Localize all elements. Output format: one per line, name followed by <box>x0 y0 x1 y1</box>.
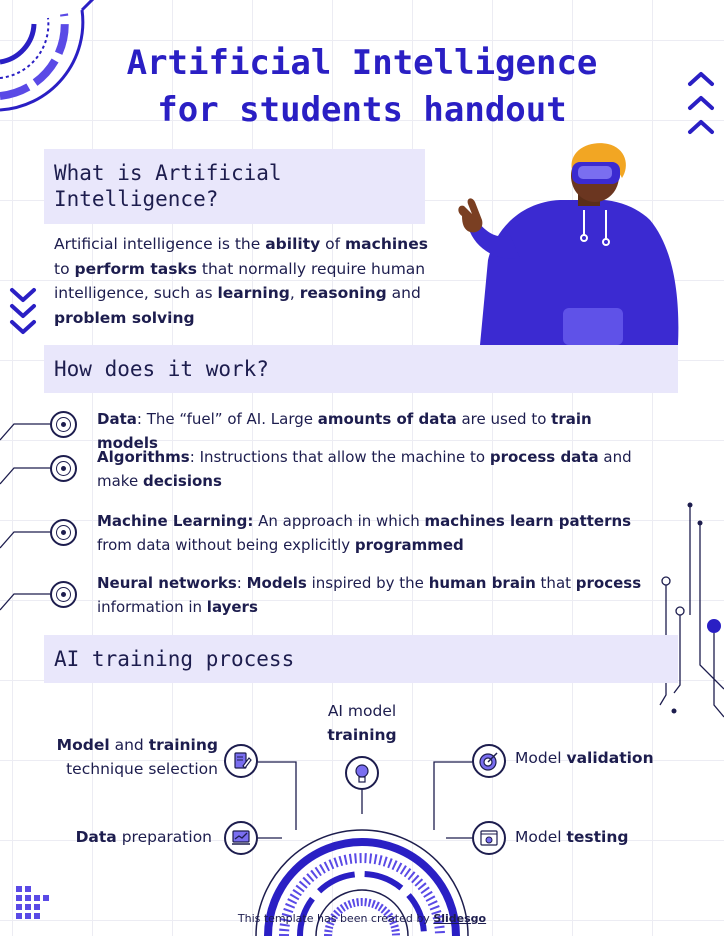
how-item-text: information in <box>97 598 207 616</box>
how-item-text: : The “fuel” of AI. Large <box>136 410 318 428</box>
how-item-text: process <box>575 574 642 592</box>
node-center-label-line-2: training <box>327 726 397 744</box>
footer-link[interactable]: Slidesgo <box>433 912 487 925</box>
how-item-text: : <box>236 574 247 592</box>
chevrons-up-icon <box>686 68 716 146</box>
how-item-text: from data without being explicitly <box>97 536 355 554</box>
target-bullet-icon <box>50 581 77 608</box>
what-body-text: perform tasks <box>74 259 197 278</box>
lightbulb-icon <box>345 756 379 790</box>
node-label-text: and <box>109 736 149 754</box>
node-label-text: preparation <box>116 828 212 846</box>
vr-student-illustration <box>450 140 690 345</box>
node-data-prep-label <box>40 825 212 849</box>
how-item-text: An approach in which <box>253 512 425 530</box>
how-bullets-connectors <box>0 400 90 620</box>
target-bullet-icon <box>50 411 77 438</box>
document-edit-icon <box>224 744 258 778</box>
what-body-text: that normally require human intelligence, such as <box>54 259 426 302</box>
what-body-text: Artificial intelligence is the <box>54 235 266 253</box>
chart-monitor-icon <box>224 821 258 855</box>
node-validation-label <box>515 746 705 770</box>
how-item-text: machines learn patterns <box>424 512 632 530</box>
section-what-body <box>54 232 434 330</box>
target-bullet-icon <box>50 519 77 546</box>
how-item-text: Data <box>97 410 137 428</box>
how-item-text: human brain <box>428 574 536 592</box>
how-item-machine-learning <box>97 509 657 557</box>
what-body-text: problem solving <box>54 308 195 327</box>
section-how-header <box>44 345 678 393</box>
section-how-title: How does it work? <box>54 357 269 381</box>
node-label-text: Model <box>56 736 110 754</box>
what-body-text: to <box>54 259 75 278</box>
how-item-text: inspired by the <box>306 574 429 592</box>
browser-settings-icon <box>472 821 506 855</box>
section-what-title-line-1: What is Artificial <box>54 161 282 185</box>
how-item-text: : Instructions that allow the machine to <box>189 448 490 466</box>
how-item-text: amounts of data <box>317 410 457 428</box>
how-item-text: and make <box>97 448 632 490</box>
how-item-text: decisions <box>142 472 222 490</box>
how-item-text: layers <box>206 598 258 616</box>
node-label-text: Model <box>515 749 567 767</box>
section-training-header <box>44 635 678 683</box>
footer-credit <box>0 912 724 925</box>
how-item-text: are used to <box>456 410 552 428</box>
node-label-text: testing <box>566 828 629 846</box>
page-title-line-2: for students handout <box>157 90 567 130</box>
how-item-text: Neural networks <box>97 574 237 592</box>
what-body-text: ability <box>265 235 321 253</box>
node-center-label-line-1: AI model <box>327 702 397 720</box>
what-body-text: machines <box>345 235 428 253</box>
how-item-algorithms <box>97 445 657 493</box>
how-item-text: Machine Learning: <box>97 512 254 530</box>
what-body-text: of <box>320 235 346 253</box>
how-item-text: programmed <box>354 536 464 554</box>
what-body-text: reasoning <box>299 284 387 302</box>
section-training-title: AI training process <box>54 647 295 671</box>
page-title-line-1: Artificial Intelligence <box>126 43 598 83</box>
footer-text: This template has been created by <box>237 912 434 925</box>
node-center-label <box>300 699 424 747</box>
node-testing-label <box>515 825 705 849</box>
what-body-text: learning <box>217 284 290 302</box>
how-item-neural-networks <box>97 571 657 619</box>
page-title <box>0 40 724 134</box>
how-item-text: that <box>535 574 576 592</box>
chevrons-down-icon <box>8 284 38 338</box>
node-label-text: training <box>148 736 218 754</box>
node-label-text: validation <box>566 749 654 767</box>
node-model-selection-label <box>40 733 218 781</box>
how-item-text: train models <box>97 410 592 452</box>
how-item-text: process data <box>489 448 599 466</box>
node-label-text: Model <box>515 828 567 846</box>
dartboard-icon <box>472 744 506 778</box>
node-label-text: Data <box>75 828 117 846</box>
how-item-text: Models <box>246 574 307 592</box>
target-bullet-icon <box>50 455 77 482</box>
node-label-text: technique selection <box>66 760 218 778</box>
section-what-title-line-2: Intelligence? <box>54 187 219 211</box>
how-item-text: Algorithms <box>97 448 190 466</box>
what-body-text: and <box>386 284 421 302</box>
what-body-text: , <box>289 284 300 302</box>
section-what-header <box>44 149 425 224</box>
